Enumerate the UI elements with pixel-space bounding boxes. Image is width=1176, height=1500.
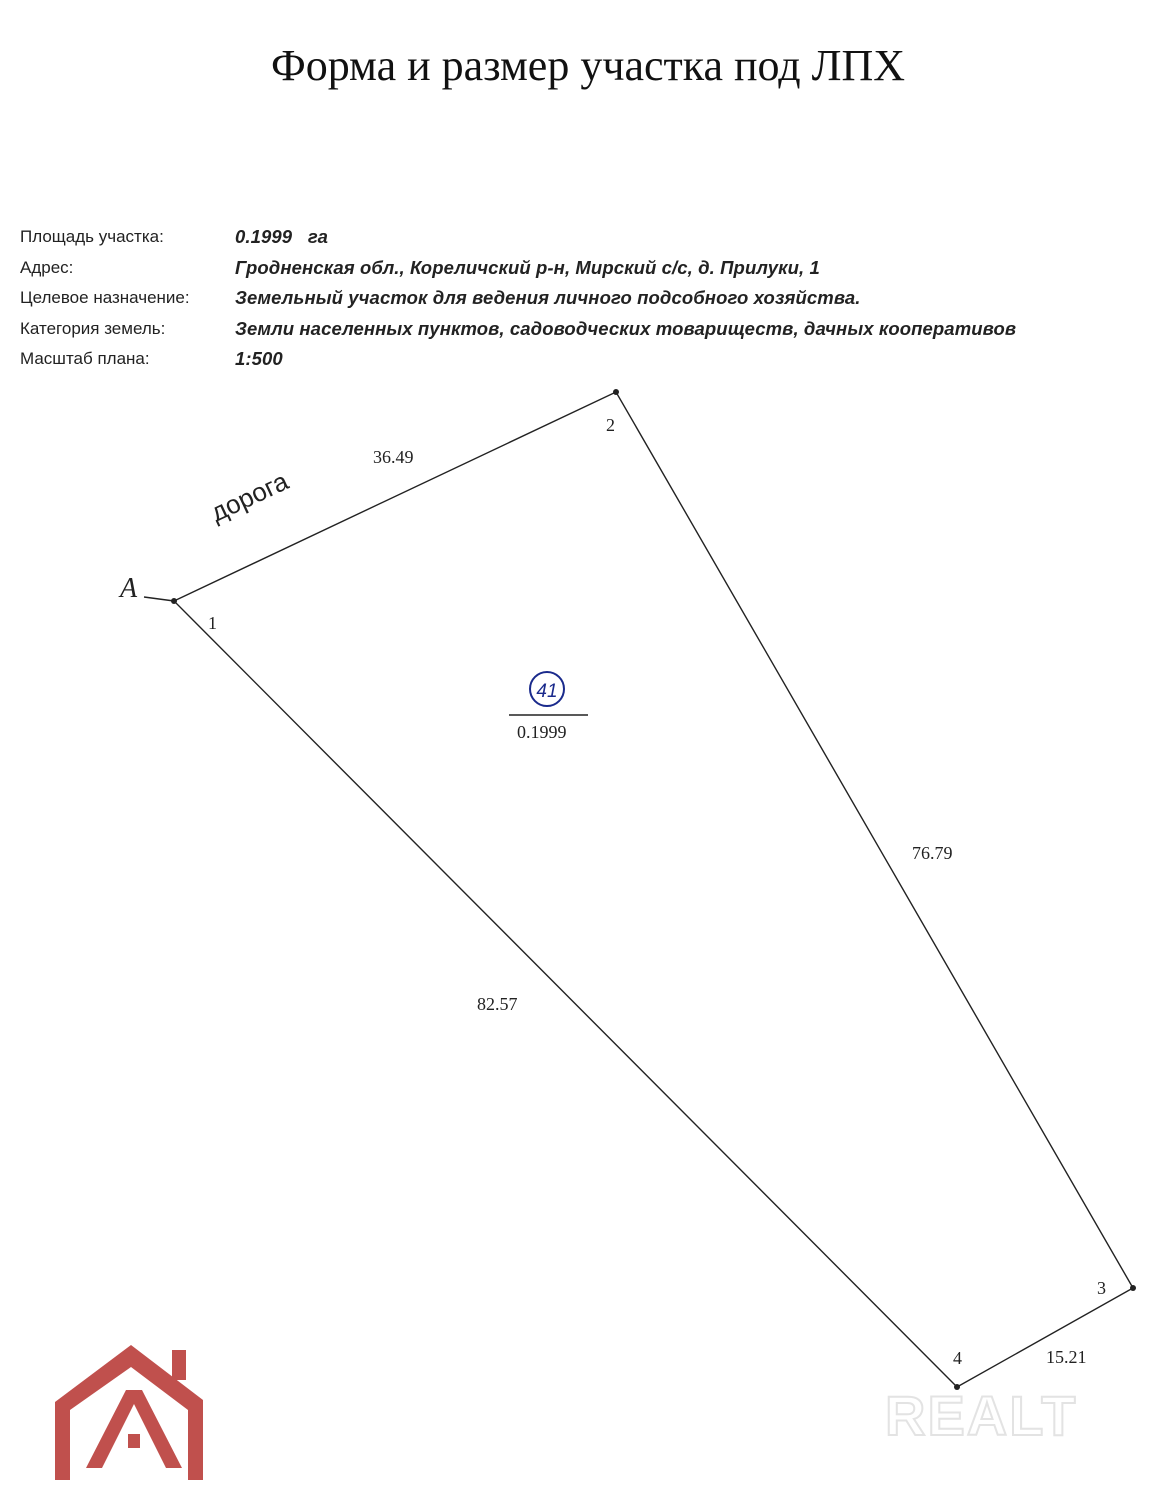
purpose-value: Земельный участок для ведения личного подсобного хозяйства.	[235, 287, 861, 309]
address-label: Адрес:	[20, 257, 74, 277]
category-value: Земли населенных пунктов, садоводческих товариществ, дачных кооперативов	[235, 317, 1017, 339]
category-label: Категория земель:	[20, 318, 166, 338]
start-label: A	[120, 573, 138, 604]
vertex-label-4: 4	[953, 1348, 962, 1368]
vertex-point-2	[613, 389, 619, 395]
area-label: Площадь участка:	[20, 227, 164, 247]
parcel-boundary	[174, 392, 1133, 1387]
side-length-1-2: 36.49	[373, 447, 414, 467]
side-length-2-3: 76.79	[912, 843, 953, 863]
page-title: Форма и размер участка под ЛПХ	[270, 41, 906, 90]
address-value: Гродненская обл., Кореличский р-н, Мирский с/с, д. Прилуки, 1	[235, 256, 820, 278]
road-label: дорога	[205, 465, 293, 528]
parcel-area-value: 0.1999	[517, 722, 567, 742]
scale-value: 1:500	[235, 348, 283, 370]
parcel-number: 41	[536, 681, 558, 702]
agency-logo	[55, 1345, 203, 1480]
realt-watermark: REALT	[885, 1384, 1078, 1447]
start-pointer	[144, 597, 174, 601]
vertex-label-1: 1	[208, 613, 217, 633]
scale-label: Масштаб плана:	[20, 349, 150, 369]
purpose-label: Целевое назначение:	[20, 288, 190, 308]
vertex-label-3: 3	[1097, 1278, 1106, 1298]
area-value: 0.1999 га	[235, 226, 329, 248]
side-length-3-4: 15.21	[1046, 1347, 1087, 1367]
vertex-point-3	[1130, 1285, 1136, 1291]
side-length-4-1: 82.57	[477, 994, 518, 1014]
vertex-label-2: 2	[606, 415, 615, 435]
